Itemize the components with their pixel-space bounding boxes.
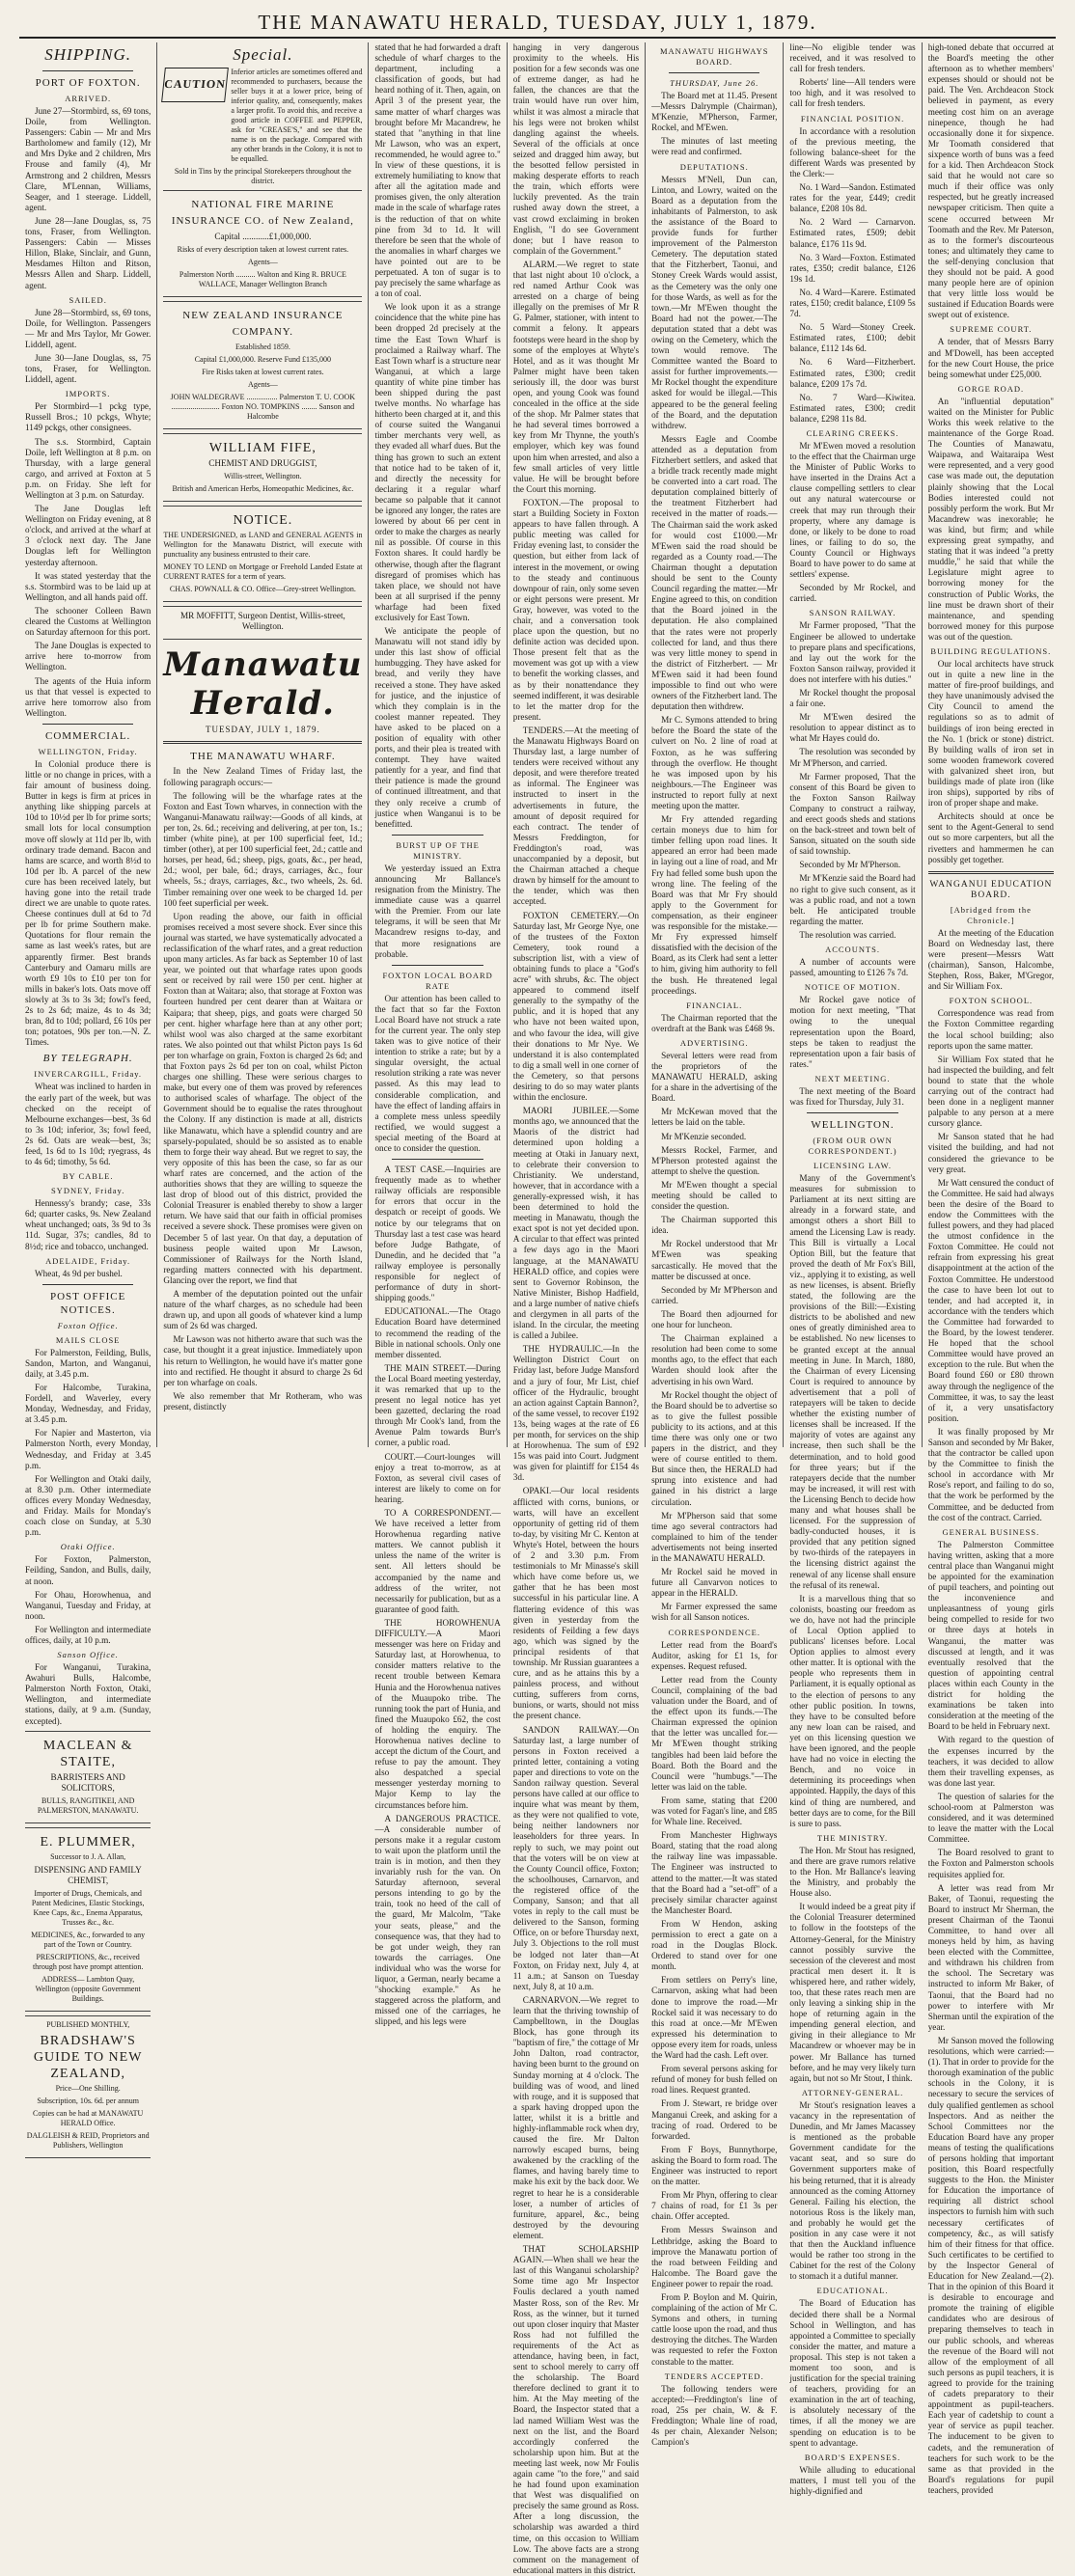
ad-text: British and American Herbs, Homeopathic Medicines, &c. bbox=[172, 484, 354, 494]
report-text: It was finally proposed by Mr Sanson and seconded by Mr Baker, that the contractor be called upon by the Committee to finish the school in accordance with Mr Rose's report, and failing to do so, that the work be performed by the Committee, and be deducted from the cost of the contract. Carried. bbox=[927, 1426, 1055, 1522]
report-text: From F Boys, Bunnythorpe, asking the Board to form road. The Engineer was instructed to report on the matter. bbox=[651, 2144, 778, 2187]
report-text: Mr M'Ewen moved a resolution to the effect that the Chairman urge the Minister of Public Works to have inserted in the Drains Act a clause compelling settlers to clear out any natural watercourse or creek that may run through their property, where any damage is done, or likely to be done to road lines, or failing to do so, the County Council or Highways Board to have power to do same at settlers' expense. bbox=[789, 441, 916, 580]
foxton-school-heading: FOXTON SCHOOL. bbox=[949, 996, 1034, 1006]
ward-row: No. 2 Ward — Carnarvon. Estimated rates, £509; debit balance, £176 11s 9d. bbox=[789, 217, 916, 249]
report-text: Our local architects have struck out in quite a new line in the matter of fire-proof buildings, and they have unanimously advised the City Council to amend the regulations so as to admit of buildings of iron being erected in the No. 1 (brick or stone) district. By building walls of iron set in some wooden framework covered with galvanized sheet iron, but buildings made of plate iron (like iron ships), supported by ribs of iron of proper shape and make. bbox=[927, 658, 1055, 808]
wharf-text-4: A member of the deputation pointed out the unfair nature of the wharf charges, as no schedule had been drawn up, and upon all goods of whatever kind a lump sum of 2s 6d was charged. bbox=[163, 1288, 363, 1331]
report-text: Messrs Eagle and Coombe attended as a deputation from Fitzherbert settlers, and asked that a bridle track recently made might be converted into a cart road. The deputation complained bitterly of the treatment Fitzherbert had received in the matter of roads.—The Chairman said the work asked for would cost £1000.—Mr M'Ewen said the road should be regarded as a County road.—The Chairman thought a deputation should be sent to the County Council regarding the matter.—Mr Engine agreed to this, on condition that the Board joined in the deputation. He also complained that the rates were not properly collected for land, and thus there was very little money to spend in the district of Fitzherbert. — Mr M'Ewen said it had been found impossible to find out who were owners of the Fitzherbert land. The deputation then withdrew. bbox=[651, 433, 778, 712]
po-text-3: For Napier and Masterton, via Palmerston North, every Monday, Wednesday, and Friday at 3.45 p.m. bbox=[25, 1428, 152, 1470]
po-text-7: For Wellington and intermediate offices, daily, at 10 p.m. bbox=[25, 1624, 152, 1645]
ad-text-3: PRESCRIPTIONS, &c., received through post have prompt attention. bbox=[32, 1953, 144, 1971]
report-text: Mr M'Kenzie seconded. bbox=[661, 1131, 747, 1141]
financial-heading: FINANCIAL. bbox=[686, 1000, 743, 1010]
ad-name: NEW ZEALAND INSURANCE COMPANY. bbox=[182, 310, 344, 339]
imports-text: Per Stormbird—1 pckg type, Russell Bros.; 10 pckgs, Whyte; 1149 pckgs, other consignees. bbox=[25, 401, 152, 433]
ad-line: CHEMIST AND DRUGGIST, bbox=[208, 458, 317, 469]
shipping-notes: The s.s. Stormbird, Captain Doile, left Wellington at 8 p.m. on Thursday, with a large general cargo, and arrived at Foxton at 5 p.m. on Friday. She left for Wellington at 3 p.m. on Saturday. bbox=[25, 436, 152, 500]
report-text: Several letters were read from the proprietors of the MANAWATU HERALD, asking for a share in the advertising of the Board. bbox=[651, 1050, 778, 1104]
columns bbox=[19, 42, 1060, 2575]
special-heading: Special. bbox=[233, 45, 293, 64]
arrived-label: ARRIVED. bbox=[65, 94, 112, 103]
paper-title: Manawatu Herald. bbox=[163, 645, 363, 724]
report-text: Architects should at once be sent to the Agent-General to send out so more carpenters, but all the rivetters and hammermen he can possibly get together. bbox=[927, 811, 1055, 864]
sailed-label: SAILED. bbox=[69, 294, 107, 305]
report-text: A number of accounts were passed, amounting to £126 7s 7d. bbox=[789, 957, 916, 978]
wharf-heading: THE MANAWATU WHARF. bbox=[190, 751, 336, 763]
ward-row: No. 7 Ward—Kiwitea. Estimated rates, £300; credit balance, £298 11s 8d. bbox=[789, 392, 916, 424]
report-text: From P. Boylon and M. Quirin, complaining of the action of Mr C. Symons and others, in turning cattle loose upon the road, and thus destroying the ditches. The Warden was requested to refer the Foxton constable to the matter. bbox=[651, 2292, 778, 2367]
advert-national-insurance bbox=[163, 190, 362, 297]
report-text: The Chairman explained a resolution had been come to some months ago, to the effect that each Warden should look after the advertising in his own Ward. bbox=[651, 1333, 778, 1386]
commercial-text: In Colonial produce there is little or no change in prices, with a fair amount of business doing. Butter in kegs is firm at prices in anything like shipping parcels at 10d to 10½d per lb for prime sorts; small lots for local consumption move off slowly at 11d per lb, with ordinary trade demand. Bacon and hams are scarce, and worth 8½d to 10d per lb. A parcel of the new cure has been received lately, but having gone into the retail trade direct we are unable to quote rates. Cheese continues dull at 6d to 7d per lb for prime Southern make. Quotations for flour remain the same as last week's rates, but are apparently firmer. Best brands Canterbury and Oamaru mills are worth £9 10s to £10 per ton for mills in baker's lots. Oats move off slowly at 3s to 3s 3d; fowl's feed, 2s to 2s 6d; maize, 4s to 4s 3d; bran, 8d to 10d; pollard, £6 10s per ton; potatoes, 90s per ton.—N. Z. Times. bbox=[25, 758, 152, 1048]
general-business-heading: GENERAL BUSINESS. bbox=[942, 1526, 1040, 1537]
advert-bradshaw bbox=[25, 2015, 151, 2158]
adelaide-dateline: ADELAIDE, Friday. bbox=[45, 1255, 131, 1266]
gorge-road-heading: GORGE ROAD. bbox=[957, 383, 1025, 394]
licensing-heading: LICENSING LAW. bbox=[813, 1161, 893, 1171]
building-heading: BUILDING REGULATIONS. bbox=[930, 645, 1052, 656]
burst-text: We yesterday issued an Extra announcing Mr Ballance's resignation from the Ministry. The immediate cause was a quarrel with the Premier. From our late telegrams, it will be seen that Mr Macandrew resigns to-day, and that more resignations are probable. bbox=[374, 863, 501, 959]
arrived-text-2: June 28—Jane Douglas, ss, 75 tons, Fraser, from Wellington. Passengers: Cabin — Misses Hillon, Blake, Sinclair, and Gunn, Mesdames Hilton and Ritson, Messrs Allen and Sharp. Liddell, agent. bbox=[25, 215, 152, 290]
report-text: From W Hendon, asking permission to erect a gate on a road in the Douglas Block. Ordered to stand over for one month. bbox=[651, 1918, 778, 1972]
report-text: From Messrs Swainson and Lethbridge, asking the Board to improve the Manawatu portion of the road between Feilding and Halcombe. The Board gave the Engineer power to repair the road. bbox=[651, 2225, 778, 2288]
report-text: Seconded by Mr M'Pherson. bbox=[799, 860, 901, 870]
news-item: FOXTON CEMETERY.—On Saturday last, Mr George Nye, one of the trustees of the Foxton Cemetery, took round a subscription list, with a view of obtaining funds to place a "God's acre" with shrubs, &c. The object appeared to commend itself generally to the sympathy of the public, and it is hoped that any who have not been waited upon, and who favour the idea, will give their donations to Mr Nye. We understand it is also contemplated to dig a small well in one corner of the Cemetery, so that persons desiring to do so may water plants within the enclosure. bbox=[512, 910, 640, 1103]
report-text: The next meeting of the Board was fixed for Thursday, July 31. bbox=[789, 1085, 916, 1107]
ad-risks: Risks of every description taken at lowest current rates. bbox=[177, 245, 349, 255]
news-item: hanging in very dangerous proximity to the wheels. His position for a few seconds was one of extreme danger, as had he fallen, the chances are that the train would have run over him, whilst it was almost a miracle that his legs were not broken whilst dangling against the wheels. Several of the officials at once seized and dragged him away, but the besotted fellow persisted in making desperate efforts to reach the train, which efforts were luckily prevented. As the train rushed away down the street, a vast crowd exclaiming in broken English, "I do see Government done; but I have reason to complain of the Government." bbox=[512, 42, 640, 256]
burst-heading: BURST UP OF THE MINISTRY. bbox=[396, 839, 480, 861]
report-text: line—No eligible tender was received, and it was resolved to call for fresh tenders. bbox=[789, 42, 916, 74]
column-5 bbox=[646, 42, 784, 2448]
report-text: Mr Rockel understood that Mr M'Ewen was speaking sarcastically. He moved that the matter be discussed at once. bbox=[651, 1239, 778, 1281]
highways-dateline: THURSDAY, June 26. bbox=[670, 78, 759, 88]
report-text: Roberts' line—All tenders were too high, and it was resolved to call for fresh tenders. bbox=[789, 77, 916, 109]
highways-heading: MANAWATU HIGHWAYS BOARD. bbox=[659, 46, 769, 67]
report-text: Mr M'Kenzie said the Board had no right to give such consent, as it was a public road, and not a town belt. He anticipated trouble regarding the matter. bbox=[789, 873, 916, 926]
advert-nz-insurance bbox=[163, 301, 362, 429]
clearing-heading: CLEARING CREEKS. bbox=[806, 428, 899, 438]
news-item: THE HOROWHENUA DIFFICULTY.—A Maori messenger was here on Friday and Saturday last, at Horowhenua, to consider matters relative to the recent trouble between Kemara Hunia and the Horowhenua natives of the Muaupoko tribe. The running took the part of Hunia, and fined the Muaupoko £62, the cost of holding the enquiry. The Horowhenua natives decline to accept the dictum of the Court, and refuse to pay the amount. They also despatched a special messenger yesterday morning to Major Kemp to lay the circumstances before him. bbox=[374, 1617, 501, 1810]
report-text: A tender, that of Messrs Barry and M'Dowell, has been accepted for the new Court House, the price being somewhat under £25,000. bbox=[927, 337, 1055, 379]
report-text: Many of the Government's measures for submission to Parliament at its next sitting are already in a forward state, and amongst others a short Bill to amend the Licensing Law is ready. This Bill is virtually a Local Option Bill, but the feature that proved the death of Mr Fox's Bill, viz., applying it to existing, as well as new licenses, is absent. Briefly stated, the following are the provisions of the Bill:—Existing districts to be abolished and new ones of greatly diminished area to be established. No new licenses to be granted except at the annual meeting in June. In March, 1880, the Chairman of every Licensing Court is required to announce by advertisement that a poll of ratepayers will be taken to decide whether the existing number of licenses shall be increased. If the majority of votes are against any increase, then such shall be the determination, and to hold good for three years; but if the ratepayers decide that the number may be increased, it will rest with the Licensing Bench to decide how many and what houses shall be licensed. For the suppression of badly-conducted houses, it is provided that any petition signed by two-thirds of the ratepayers in the licensing district against the renewal of any license shall ensure the refusal of its renewal. bbox=[789, 1173, 916, 1590]
report-text: Mr Farmer proposed, That the consent of this Board be given to the Foxton Sanson Railway Company to construct a railway, and erect goods sheds and stations on the back-street and town belt of Sanson, situated on the south side of said township. bbox=[789, 771, 916, 857]
caution-logo: CAUTION bbox=[161, 68, 229, 102]
ad-name: WILLIAM FIFE, bbox=[208, 441, 317, 456]
ad-name: BRADSHAW'S GUIDE TO NEW ZEALAND, bbox=[33, 2034, 143, 2081]
imports-label: IMPORTS. bbox=[65, 389, 111, 399]
paper-date: TUESDAY, JULY 1, 1879. bbox=[205, 725, 320, 735]
report-text: It would indeed be a great pity if the Colonial Treasurer determined to follow in the footsteps of the Attorney-General, for the Ministry cannot possibly survive the secession of the cleverest and most practical men desert it. It is whispered here, and rather widely, too, that these rates reach men are only leaving a sinking ship in the hope of returning again in the impending general election, and giving in their allegiance to Mr Macandrew or whoever may be in power. Mr Ballance has turned before, and he may very likely turn again, but not so Mr Stout, I think. bbox=[789, 1902, 916, 2083]
arrived-text: June 27—Stormbird, ss, 69 tons, Doile, from Wellington. Passengers: Cabin — Mr and Mrs Bartholomew and family (12), Mr and Mrs Dyke and 2 children, Mrs Frouse and family (4), Mr Armstrong and 2 children, Messrs Clare, M'Lennan, Williams, Seager, and 1 steerage. Liddell, agent. bbox=[25, 106, 152, 212]
ad-name: NATIONAL FIRE MARINE INSURANCE CO. of New Zealand, bbox=[171, 199, 354, 227]
cable-heading: BY CABLE. bbox=[62, 1171, 114, 1182]
ward-row: No. 1 Ward—Sandon. Estimated rates for the year, £449; credit balance, £208 10s 8d. bbox=[789, 182, 916, 214]
news-item: MAORI JUBILEE.—Some months ago, we announced that the Maoris of the district had determined upon holding a meeting at Otaki in January next, to celebrate their conversion to Christianity. We understand, however, that in accordance with a generally-expressed wish, it has been determined to hold the meeting in Manawatu, though the exact spot is not yet decided upon. A circular to that effect was printed a few days ago in the Maori language, at the MANAWATU HERALD office, and copies were sent to Governor Robinson, the Native Minister, Bishop Hadfield, and a large number of native chiefs and clergymen in all parts of the island. In the circular, the meeting is called a Jubilee. bbox=[512, 1106, 640, 1341]
report-text: The Chairman supported this idea. bbox=[651, 1215, 778, 1236]
telegraph-text: Wheat was inclined to harden in the early part of the week, but was checked on the receipt of Melbourne exchanges—best, 3s 6d to 3s 10d; inferior, 3s; fowl feed, 2s 6d. Oats are weak—best, 3s; feed, 1s 6d to 1s 10d; ryegrass, 4s to 4s 6d; timothy, 5s 6d. bbox=[25, 1082, 152, 1167]
attorney-heading: ATTORNEY-GENERAL. bbox=[801, 2087, 904, 2097]
ad-published: PUBLISHED MONTHLY, bbox=[46, 2020, 130, 2029]
divider bbox=[928, 871, 1054, 874]
news-item: A DANGEROUS PRACTICE.—A considerable number of persons make it a regular custom to wait upon the platform until the train is in motion, and then they invariably rush for the van. On Saturday afternoon, several persons intending to go by the train, took no heed of the call of the guard, Mr Malcolm, "Take your seats, please," and the consequence was, that they had to be got under weigh, they ran towards the carriages. One individual who was the worse for liquor, a German, nearly became a "shocking example." As he staggered across the platform, and missed one of the carriages, he slipped, and his legs were bbox=[374, 1813, 501, 2027]
caution-text-2: Sold in Tins by the principal Storekeepers throughout the district. bbox=[174, 167, 351, 185]
sanson-railway-heading: SANSON RAILWAY. bbox=[809, 608, 896, 618]
column-6 bbox=[784, 42, 922, 2496]
report-text: Mr Rockel said he moved in future all Canvarvon notices to appear in the HERALD. bbox=[651, 1567, 778, 1599]
report-text: The Board then adjourned for one hour for luncheon. bbox=[651, 1308, 778, 1330]
sailed-text-2: June 30—Jane Douglas, ss, 75 tons, Fraser, for Wellington. Liddell, agent. bbox=[25, 352, 152, 385]
column-1 bbox=[19, 42, 157, 2150]
wharf-text-3: Upon reading the above, our faith in official promises received a most severe shock. Ever since this journal was started, we have systematically advocated a reclassification of the wharf rates, and a great reduction upon many articles. As far back as September 10 of last year, we pointed out that wharfage rates upon goods sent or received by rail were 150 per cent. higher at Foxton than at Waitara; also, that storage at Foxton was fourteen hundred per cent dearer than at Waitara or Kaipara; that sheep, pigs, and goats were charged 50 per cent. higher wharfage here than at any other port; whilst wool was also charged at the same exorbitant rates. We also pointed out that whilst Picton pays 1s 6d per ton wharfage on grain, Foxton is charged 2s 6d; and that Foxton pays 2s 6d per ton on coal, whilst Picton charges one shilling. These were serious charges to make, but every one of them was proved by references to authorised scales of wharfage. The object of the Government should be to equalise the rates throughout the Colony. If any distinction is made at all, districts like Manawatu, which have a splendid country and are sparsely-populated, should be so assisted as to enable them to forge their way ahead. But we regret to say, the very opposite of this has been the case, so far as our wharf rates are concerned, and the action of the authorities shows that they are willing to squeeze the last drop of blood out of this district, provided the Colonial Treasurer is enabled thereby to show a larger return. We have said that our faith in official promises received a severe shock. These promises were given on December 5 of last year. On that day, a deputation of business people waited upon Mr Lawson, Commissioner of Railways for the North Island, regarding matters connected with his department. Glancing over the report, we find that bbox=[163, 911, 363, 1285]
wharf-continued: stated that he had forwarded a draft schedule of wharf charges to the department, including a classification of goods, but had heard nothing of it. Then, again, on April 3 of the present year, the same matter of wharf charges was brought before Mr Macandrew, he stated that "anything in that line Mr Lawson, who was an expert, recommended, he would agree to." In view of these questions, it is extremely humiliating to know that after all the agitation made and promises given, the only alteration made in the scale of wharfage rates is the reduction of that on white pine from 3d to 1d. It will therefore be seen that the whole of the anomalies in wharf charges we have pointed out are to be perpetuated. A ton of sugar is to pay precisely the same wharfage as a ton of coal. bbox=[374, 42, 501, 299]
report-text: The Board resolved to grant to the Foxton and Palmerston schools requisites applied for. bbox=[927, 1848, 1055, 1879]
column-2 bbox=[157, 42, 369, 1447]
report-text: Correspondence was read from the Foxton Committee regarding the local school building; also reports upon the same matter. bbox=[927, 1008, 1055, 1051]
po-text-2: For Halcombe, Turakina, Fordell, and Waverley, every Monday, Wednesday, and Friday, at 3.45 p.m. bbox=[25, 1383, 152, 1425]
report-text: In accordance with a resolution of the previous meeting, the following balance-sheet for the different Wards was presented by the Clerk:— bbox=[789, 125, 916, 178]
divider bbox=[42, 70, 133, 71]
wellington-heading: WELLINGTON. bbox=[811, 1119, 895, 1132]
ad-name: NOTICE. bbox=[233, 513, 293, 529]
ad-line: BARRISTERS AND SOLICITORS, bbox=[50, 1771, 125, 1793]
ward-row: No. 5 Ward—Stoney Creek. Estimated rates, £100; debit balance, £112 14s 6d. bbox=[789, 322, 916, 354]
divider bbox=[163, 741, 362, 744]
foxton-office: Foxton Office. bbox=[57, 1320, 119, 1330]
report-text: An "influential deputation" waited on the Minister for Public Works this week relative to the maintenance of the Gorge Road. The Counties of Manawatu, Waipawa, and Waitaraipa West were represented, and a very good case was made out, the deputation plainly showing that the Local Bodies interested could not possibly perform the work. But Mr Macandrew was inexorable; he was kind, but firm; and while expressing great sympathy, and stating that it was indeed "a pretty muddle," he said that while the Legislature might agree to borrowing money for the construction of Public Works, the line must be drawn short of their maintenance, and spending borrowed money for this purpose was out of the question. bbox=[927, 396, 1055, 642]
report-text: The minutes of last meeting were read and confirmed. bbox=[651, 136, 778, 157]
news-item: COURT.—Court-lounges will enjoy a treat to-morrow, as at Foxton, as several civil cases of interest are likely to come on for hearing. bbox=[374, 1451, 501, 1504]
po-text-6: For Ohau, Horowhenua, and Wanganui, Tuesday and Friday, at noon. bbox=[25, 1589, 152, 1621]
report-text: Mr Sanson moved the following resolutions, which were carried:—(1). That in order to provide for the thorough examination of the public schools in the Colony, it is necessary to secure the services of duly qualified gentlemen as school Inspectors. And as neither the School Committees nor the Education Board have any proper means of testing the qualifications of persons holding that important position, this Board respectfully suggests to the Hon. the Minister for Education the importance of requiring all district school inspectors to furnish him with such necessary certificates of competency, &c., as will satisfy him of their fitness for that office. Such certificates to be certified to by the Inspector General of Education for New Zealand.—(2). That in the opinion of this Board it is desirable to encourage and promote the training of eligible candidates who are desirous of preparing themselves to teach in our public schools, and whereas the revenue of the Board will not allow of the employment of all such persons as pupil teachers, it is agreed to provide for the training of cadets preparatory to their appointment as pupil-teachers. Each year of cadetship to count a year of service as pupil teacher. The inducement to be given to cadets, and the remuneration of teachers for such work to be the same as that provided in the Board's regulations for pupil teachers, provided bbox=[927, 2035, 1055, 2495]
report-text: The Chairman reported that the overdraft at the Bank was £468 9s. bbox=[651, 1012, 778, 1033]
cable-dateline: SYDNEY, Friday. bbox=[50, 1186, 125, 1196]
shipping-notes-4: The schooner Colleen Bawn cleared the Customs at Wellington on Saturday afternoon for this port. bbox=[25, 605, 152, 638]
report-text: From J. Stewart, re bridge over Manganui Creek, and asking for a tracing of road. Ordered to be forwarded. bbox=[651, 2098, 778, 2141]
report-text: The resolution was carried. bbox=[799, 929, 896, 940]
ad-copies: Copies can be had at MANAWATU HERALD Office. bbox=[33, 2109, 144, 2127]
shipping-notes-2: The Jane Douglas left Wellington on Friday evening, at 8 o'clock, and arrived at the wharf at 3 o'clock next day. The Jane Douglas left for Wellington yesterday afternoon. bbox=[25, 504, 152, 567]
ad-price: Price—One Shilling. bbox=[55, 2084, 121, 2093]
advert-maclean-staite bbox=[25, 1731, 151, 1823]
report-text: Mr Watt censured the conduct of the Committee. He said had always been the desire of the Board to endow the Committees with the fullest powers, and they had placed the utmost confidence in the Foxton Committee. He could not refrain from expressing his great disappointment at the action of the Foxton Committee. He understood the case to have been lot out to tender, and had accepted it, in accordance with the tenders which the Committee had forwarded to the Board, by the lowest tenderer. He hoped that the school Committee would have proved an exception to the rule. But when the Board found £60 or £80 thrown away through the negligence of the Committee, it was, to say the least of it, a very unsatisfactory position. bbox=[927, 1177, 1055, 1423]
report-text: The Board of Education has decided there shall be a Normal School in Wellington, and has appointed a Committee to specially consider the matter, and mature a proposal. This step is not taken a moment too soon, and is justification for the special training of teachers, providing for an examination in the art of teaching, is absolutely necessary of the times, if all the money we are spending on education is to be spent to advantage. bbox=[789, 2298, 916, 2448]
telegraph-dateline: INVERCARGILL, Friday. bbox=[34, 1069, 143, 1080]
report-text: From Manchester Highways Board, stating that the road along the railway line was impassable. The Engineer was instructed to attend to the matter.—It was stated that the Board had a "set-off" of a precisely similar character against the Manchester Board. bbox=[651, 1830, 778, 1915]
report-text: Mr Fry attended regarding certain moneys due to him for timber felling upon road lines. It appeared an error had been made in laying out a line of road, and Mr Fry had felled some bush upon the wrong line. The feeling of the Board was that Mr Fry should apply to the Government for compensation, as their engineer was responsible for the mistake.—Mr Fry expressed himself dissatisfied with the decision of the Board, as its Clerk had sent a letter to him, giving him authority to fell the bush. He threatened legal proceedings. bbox=[651, 814, 778, 996]
report-text: Mr Rockel thought the object of the Board should be to advertise so as to give the fullest possible publicity to its actions, and at this time there was only one or two papers in the district, and they were of course entitled to them. But since then, the HERALD had sprung into existence and had gained in his district a large circulation. bbox=[651, 1389, 778, 1507]
report-text: From same, stating that £200 was voted for Fagan's line, and £85 for Whale line. Received. bbox=[651, 1795, 778, 1827]
news-item: THAT SCHOLARSHIP AGAIN.—When shall we hear the last of this Wanganui scholarship? Some time ago Mr Inspector Foulis declared a youth named Master Ross, son of the Rev. Mr Ross, as the winner, but it turned out upon closer inquiry that Master Ross had not fulfilled the requirements of the Act as attendance, having been, in fact, sent to school merely to carry off the scholarship. The Board therefore declined to grant it to him. At the May meeting of the Board, the Inspector stated that a lad named William West was the next on the list, and the Board accordingly conferred the scholarship upon him. But at the meeting last week, now Mr Foulis again came "to the fore," and said he had found upon examination that West was disqualified on precisely the same ground as Ross. After a long discussion, the scholarship was awarded a third time, on this occasion to William Low. The above facts are a strong comment on the management of educational matters in this district. bbox=[512, 2244, 640, 2575]
ad-address: Willis-street, Wellington. bbox=[224, 472, 302, 481]
report-text: high-toned debate that occurred at the Board's meeting the other afternoon as to whether members' expenses should or should not be paid. The Ven. Archdeacon Stock believed in payment, as every meeting cost him on an average ninepence, though he had occasionally done it for sixpence. Mr Toomath considered that sixpence worth of buns was a feed for a kid. Then Archdeacon Stock said that he would not care so much if their office was only respected, but he greatly increased newspaper criticism. Then quite a scene occurred between Mr Toomath and the Rev. Mr Paterson, as to the former's discourteous tones; and ultimately they came to the self-denying conclusion that they should not be paid. A good many people here are of opinion that very little loss would be sustained if Education Boards were swept out of existence. bbox=[927, 42, 1055, 320]
column-4 bbox=[508, 42, 646, 2575]
ad-agents-label: Agents— bbox=[248, 258, 278, 267]
po-text-5: For Foxton, Palmerston, Feilding, Sandon, and Bulls, daily, at noon. bbox=[25, 1554, 152, 1586]
ad-text-2: MEDICINES, &c., forwarded to any part of the Town or Country. bbox=[31, 1931, 146, 1949]
po-text-8: For Wanganui, Turakina, Awahuri Bulls, Halcombe, Palmerston North Foxton, Otaki, Wellington, and intermediate stations, daily, at 9 a.m. (Sunday, excepted). bbox=[25, 1662, 152, 1726]
wharf-continued-3: We anticipate the people of Manawatu will not stand idly by under this last show of official humbugging. They have asked for bread, and verily they have received a stone. They have asked for justice, and the injustice of which they complain is in the coolest manner repeated. They have asked to be placed on a position of equality with other ports, and their plea is treated with contempt. They have waited patiently for a year, and find that their patience is made the ground of continued illtreatment, and that they only receive a crumb of justice when Wanganui is to be benefitted. bbox=[374, 626, 501, 829]
report-text: While alluding to educational matters, I must tell you of the highly-dignified and bbox=[789, 2464, 916, 2496]
masthead: THE MANAWATU HERALD, TUESDAY, JULY 1, 1879. bbox=[19, 8, 1056, 39]
caution-text: Inferior articles are sometimes offered and recommended to purchasers, because the seller buys it at a lower price, being of inferior quality, and, consequently, makes a larger profit. To avoid this, and receive a good article in COFFEE and PEPPER, ask for "CREASE'S," and see that the name is on the package. Compared with any other brands in the Colony, it is not to be equalled. bbox=[231, 68, 363, 163]
shipping-notes-3: It was stated yesterday that the s.s. Stormbird was to be laid up at Wellington, and all hands paid off. bbox=[25, 570, 152, 602]
divider bbox=[392, 965, 482, 966]
adelaide-text: Wheat, 4s 9d per bushel. bbox=[35, 1268, 123, 1278]
report-text: Sir William Fox stated that he had inspected the building, and felt bound to state that the whole carrying out of the contract had been done in a negligent manner palpable to any person at a mere cursory glance. bbox=[927, 1054, 1055, 1129]
column-7 bbox=[923, 42, 1060, 2495]
abridged-note: [Abridged from the Chronicle.] bbox=[950, 904, 1032, 925]
report-text: At the meeting of the Education Board on Wednesday last, there were present—Messrs Watt (chairman), Sanson, Halcombe, Stephen, Ross, Baker, M'Gregor, and Sir William Fox. bbox=[927, 927, 1055, 992]
news-item: TO A CORRESPONDENT.—We have received a letter from Horowhenua regarding native matters. We cannot publish it unless the name of the writer is sent. All letters should be accompanied by the name and address of the writer, not necessarily for publication, but as a guarantee of good faith. bbox=[374, 1508, 501, 1614]
rate-heading: FOXTON LOCAL BOARD RATE bbox=[382, 970, 493, 991]
news-item: A TEST CASE.—Inquiries are frequently made as to whether railway officials are responsible for errors that occur in the despatch or receipt of goods. We notice by our telegrams that on Thursday last a test case was heard before Judge Bathgate, of Dunedin, and he decided that "a railway employee is personally responsible for neglect of performance of duty in short-shipping goods." bbox=[374, 1165, 501, 1303]
correspondence-heading: CORRESPONDENCE. bbox=[668, 1627, 760, 1637]
report-text: With regard to the question of the expenses incurred by the teachers, it was decided to allow them their travelling expenses, as was done last year. bbox=[927, 1735, 1055, 1788]
report-text: Mr M'Ewen desired the resolution to appear distinct as to what Mr Hayes could do. bbox=[789, 712, 916, 744]
telegraph-heading: BY TELEGRAPH. bbox=[42, 1053, 133, 1065]
po-text-4: For Wellington and Otaki daily, at 8.30 p.m. Other intermediate offices every Monday Wednesday, and Friday. Mails for Monday's coach close on Sunday, at 5.30 p.m. bbox=[25, 1473, 152, 1538]
advert-fife bbox=[163, 433, 362, 502]
ad-agents: JOHN WALDEGRAVE ................ Palmerston T. U. COOK ......................... Foxton NO. TOMPKINS ........ Sanson and Halcombe bbox=[170, 393, 356, 422]
ministry-heading: THE MINISTRY. bbox=[816, 1832, 889, 1843]
report-text: Messrs M'Nell, Dun can, Linton, and Lowry, waited on the Board as a deputation from the inhabitants of Palmerston, to ask the assistance of the Board to provide funds for further improvement of the Palmerston Cemetery. The deputation stated that the Fitzherbert, Taonui, and Stoney Creek Wards would assist, as the Cemetery was the only one for those Wards, as well as for the town.—Mr M'Ewen thought the Board had not the power.—The deputation stated that a debt was owing on the Cemetery, which the town would remove. The Committee wanted the Board to assist for further improvements.—Mr Rockel thought the expenditure asked for would be illegal.—This appeared to be the general feeling of the Board, and the deputation withdrew. bbox=[651, 174, 778, 430]
report-text: The Palmerston Committee having written, asking that a more central place than Wanganui might be appointed for the examination of pupil teachers, and pointing out the inconvenience and unpleasantness of young girls being compelled to reside for two or three days at hotels in Wanganui, the matter was discussed at length, and it was eventually resolved that the question of appointing central places within each County in the district for holding the examinations be taken into consideration at the meeting of the Board to be held in February next. bbox=[927, 1539, 1055, 1732]
expenses-heading: BOARD'S EXPENSES. bbox=[804, 2452, 901, 2462]
ad-agents: Palmerston North .......... Walton and King R. BRUCE WALLACE, Manager Wellington Branch bbox=[179, 270, 346, 289]
report-text: Mr McKewan moved that the letters be laid on the table. bbox=[651, 1107, 778, 1128]
news-item: CARNARVON.—We regret to learn that the thriving township of Campbelltown, in the Douglas Block, has gone through its "baptism of fire," the cottage of Mr John Dalton, road contractor, having been burnt to the ground on Sunday morning at 4 o'clock. The building was of wood, and lined with rouge, and it is supposed that a spark having dropped upon the latter, whilst it is a brittle and highly-inflammable rock when dry, caused the fire. Mr Dalton narrowly escaped burns, being awakened by the crackling of the flames, and having barely time to make his exit by the back door. We regret to hear he is a considerable loser, a number of articles of furniture, apparel, &c., being destroyed by the devouring element. bbox=[512, 1994, 640, 2240]
ad-text: Importer of Drugs, Chemicals, and Patent Medicines, Elastic Stockings, Knee Caps, &c., Enema Apparatus, Trusses &c., &c. bbox=[31, 1889, 145, 1927]
report-text: From several persons asking for refund of money for bush felled on road lines. Request granted. bbox=[651, 2064, 778, 2096]
ad-text-2: MONEY TO LEND on Mortgage or Freehold Landed Estate at CURRENT RATES for a term of years. bbox=[163, 562, 363, 582]
report-text: Mr M'Pherson said that some time ago several contractors had complained to him of the tender advertisements not being inserted in the MANAWATU HERALD. bbox=[651, 1510, 778, 1563]
news-item: THE HYDRAULIC.—In the Wellington District Court on Friday last, before Judge Mansford and a jury of four, Mr List, chief officer of the Hydraulic, brought an action against Captain Bannon?, of the same vessel, to recover £192 13s, being wages at the rate of £6 per month, for services on the ship at Horowhenua. The sum of £92 15s was paid into Court. Judgment was given for plaintiff for £154 4s 3d. bbox=[512, 1344, 640, 1483]
deputations-heading: DEPUTATIONS. bbox=[679, 161, 749, 172]
ad-successor: Successor to J. A. Allan, bbox=[50, 1851, 126, 1861]
ad-name: MACLEAN & STAITE, bbox=[42, 1738, 133, 1769]
news-item: OPAKI.—Our local residents afflicted with corns, bunions, or warts, will have an excellent opportunity of getting rid of them to-day, by visiting Mr C. Kenton at Whyte's Hotel, between the hours of 2 and 3.30 p.m. From testimonials to Mr Minasse's skill which have come before us, we gather that he has been most successful in his particular line. A flattering evidence of this was given in yesterday from the residents of Feilding a few days ago, which was signed by the principal residents of that township. Mr Russian guarantees a cure, and as he attains this by a painless process, and without cutting, sufferers from corns, bunions, or warts, should not miss the present chance. bbox=[512, 1486, 640, 1721]
po-text-1: For Palmerston, Feilding, Bulls, Sandon, Marton, and Wanganui, daily, at 3.45 p.m. bbox=[25, 1347, 152, 1379]
caution-advert bbox=[163, 68, 362, 167]
ad-line: DISPENSING AND FAMILY CHEMIST, bbox=[34, 1864, 142, 1885]
report-text: Mr Sanson stated that he had visited the building, and had not considered the grievance to be very great. bbox=[927, 1132, 1055, 1174]
ad-subscription: Subscription, 10s. 6d. per annum bbox=[37, 2096, 139, 2105]
report-text: It is a marvellous thing that so colonists, boasting our freedom as we do, have not had the principle of Local Option applied to publicans' licenses before. Local Option applies to almost every other matter. It is optional with the people who represents them in Parliament, it is equally optional as to the election of persons to any other public position. In towns, they have to be consulted before any new loan can be raised, and yet on this licensing question we have been ignored, and the people have had no voice in electing the Bench, and no voice in determining its proceedings when appointed. Happily, the days of this kind of thing are numbered, and better days are to come, for the Bill is sure to pass. bbox=[789, 1593, 916, 1828]
column-3 bbox=[369, 42, 507, 2027]
report-text: Letter read from the Board's Auditor, asking for £1 1s, for expenses. Request refused. bbox=[651, 1639, 778, 1671]
ad-agents-label: Agents— bbox=[248, 380, 278, 390]
wharf-continued-2: We look upon it as a strange coincidence that the white pine has been dropped 2d precisely at the time the East Town Wharf is proclaimed a Railway wharf. The East Town wharf is a structure near Wanganui, at which a large quantity of white pine timber has been shipped during the past twelve months. No wharfage has hitherto been charged at it, and this of course suited the Wanganui timber merchants very well, as they evaded all wharf dues. But the thing has grown to such an extent that notice had to be taken of it, and directly the necessity for declaring it a regular wharf became so palpable that it cannot be ignored any longer, the rates are lowered by about 66 per cent in order to make the charges as nearly nil as possible. Of course in this Foxton shares. It could hardly be otherwise, though after the flagrant disregard of promises which has taken place, we should not have been at all surprised if the penny wharfage had been fixed exclusively for East Town. bbox=[374, 302, 501, 622]
ad-text: MR MOFFITT, Surgeon Dentist, Willis-street, Wellington. bbox=[179, 611, 345, 632]
report-text: Mr Rockel gave notice of motion for next meeting, "That owing to the unequal representation upon the Board, steps be taken to readjust the representation upon a fair basis of rates." bbox=[789, 995, 916, 1069]
ad-name: E. PLUMMER, bbox=[40, 1834, 136, 1850]
news-item: EDUCATIONAL.—The Otago Education Board have determined to recommend the reading of the Bible in national schools. Only one member dissented. bbox=[374, 1306, 501, 1359]
report-text: Mr Farmer expressed the same wish for all Sanson notices. bbox=[651, 1602, 778, 1623]
report-text: The Board met at 11.45. Present—Messrs Dalrymple (Chairman), M'Kenzie, M'Pherson, Farmer, Rockel, and M'Ewen. bbox=[651, 91, 778, 133]
cable-text: Hennessy's brandy; case, 33s 6d; quarter casks, 9s. New Zealand wheat unchanged; oats, 3s 9d to 3s 11d. Sugar, 37s; candles, 8d to 8½d; rice and tobacco, unchanged. bbox=[25, 1198, 152, 1251]
news-item: FOXTON.—The proposal to start a Building Society in Foxton appears to have fallen through. A public meeting was called for Friday evening last, to consider the question, but either from lack of interest in the movement, or owing to the steady and continuous downpour of rain, only some seven or eight persons were present. Mr Gray, however, was voted to the chair, and a conversation took place upon the question, but no definite action was decided upon. Those present felt that as the movement was got up with a view to benefit the working classes, and as by their nonattendance they seemed indifferent, it was desirable to let the matter drop for the present. bbox=[512, 497, 640, 722]
notice-motion-heading: NOTICE OF MOTION. bbox=[804, 982, 901, 993]
report-text: The following tenders were accepted:—Freddington's line of road, 25s per chain, W. & F. Freddington; Whale line of road, 4s per chain, Alexander Nelson; Campion's bbox=[651, 2383, 778, 2448]
wharf-text: In the New Zealand Times of Friday last, the following paragraph occurs:— bbox=[163, 766, 363, 787]
report-text: Mr Stout's resignation leaves a vacancy in the representation of Dunedin, and Mr James Macassey is mentioned as the probable Government candidate for the vacant seat, and so sure do Government supporters make of his being returned, that it is already announced as the coming Attorney General. Failing his election, the notorious Ross is the likely man, and probably he would get the position in any case were it not that then the Auckland influence would be rather too strong in the Cabinet for the rest of the Colony to stomach it a dutiful manner. bbox=[789, 2099, 916, 2282]
report-text: Seconded by Mr M'Pherson and carried. bbox=[651, 1284, 778, 1305]
supreme-court-heading: SUPREME COURT. bbox=[950, 324, 1033, 335]
report-text: Mr Rockel thought the proposal a fair one. bbox=[789, 687, 916, 709]
divider bbox=[669, 72, 759, 73]
ad-text: THE UNDERSIGNED, as LAND and GENERAL AGENTS in Wellington for the Manawatu District, will execute with punctuality any business entrusted to their care. bbox=[163, 531, 363, 560]
sailed-text: June 28—Stormbird, ss, 69 tons, Doile, for Wellington. Passengers — Mr and Mrs Taylor, Mr Gower. Liddell, agent. bbox=[25, 307, 152, 349]
commercial-heading: COMMERCIAL. bbox=[45, 729, 131, 742]
own-correspondent: (FROM OUR OWN CORRESPONDENT.) bbox=[808, 1136, 897, 1157]
news-item: SANDON RAILWAY.—On Saturday last, a large number of persons in Foxton received a printed letter, containing a voting paper and directions to vote on the Sandon railway question. Several persons have called at our office to inquire what was meant by them, as they were not qualified to vote, being neither landowners nor leaseholders for three years. In reply to such, we may point out that the voters will be on view at the County Council office, Foxton; the schoolhouses, Carnarvon, and the registered office of the Company, Sanson; and that all votes in reply to the call must be delivered to the Sanson, forming Office, on or before Thursday next, July 3. Objections to the roll must be lodged not later than—At Foxton, on Friday next, July 4, at 11 a.m.; at Sanson on Tuesday next, July 8, at 10 a.m. bbox=[512, 1724, 640, 1991]
report-text: Mr Farmer proposed, "That the Engineer be allowed to undertake to prepare plans and specifications, and lay out the work for the Foxton Sanson railway, provided it does not interfere with his duties." bbox=[789, 620, 916, 684]
wanganui-heading: WANGANUI EDUCATION BOARD. bbox=[929, 879, 1053, 900]
commercial-dateline: WELLINGTON, Friday. bbox=[38, 746, 138, 756]
divider bbox=[392, 1159, 482, 1160]
otaki-office: Otaki Office. bbox=[60, 1542, 116, 1552]
sanson-office: Sanson Office. bbox=[57, 1650, 119, 1660]
news-item: ALARM.—We regret to state that last night about 10 o'clock, a red named Arthur Cook was arrested on a charge of being illegally on the premises of Mr R G. Palmer, stationer, with intent to commit a felony. It appears footsteps were heard in the shop by some of the employes at Whyte's Hotel, and as it was thought Mr Palmer might have been taken seriously ill, the door was burst open, and young Cook was found concealed in the office at the side of the shop. Mr Palmer states that he had several times borrowed a key from Mr Thynne, the youth's employer, which key was found upon him when arrested, and also a few small articles of very little value. He will be brought before the Court this morning. bbox=[512, 259, 640, 494]
educational-heading: EDUCATIONAL. bbox=[816, 2286, 889, 2296]
report-text: Mr M'Ewen thought a special meeting should be called to consider the question. bbox=[651, 1179, 778, 1212]
report-text: Messrs Rockel, Farmer, and M'Pherson protested against the attempt to shelve the question. bbox=[651, 1144, 778, 1176]
advert-plummer bbox=[25, 1827, 151, 2012]
divider bbox=[42, 1284, 133, 1285]
ad-capital: Capital £1,000,000. Reserve Fund £135,000 bbox=[194, 355, 332, 365]
ad-established: Established 1859. bbox=[234, 343, 290, 352]
ad-publisher: DALGLEISH & REID, Proprietors and Publishers, Wellington bbox=[26, 2131, 150, 2150]
advert-moffitt bbox=[163, 606, 362, 640]
news-item: THE MAIN STREET.—During the Local Board meeting yesterday, it was remarked that up to the present no legal notice has yet been gazetted, declaring the road through Mr Cook's land, from the Avenue Palm towards Burr's corner, a public road. bbox=[374, 1362, 501, 1448]
report-text: Letter read from the County Council, complaining of the bad valuation under the Board, and of the effect upon its funds.—The Chairman expressed the opinion that the letter was uncalled for.—Mr M'Ewen thought striking tangibles had been laid before the Board. Both the Board and the Council were "humbugs."—The letter was laid on the table. bbox=[651, 1674, 778, 1792]
port-heading: PORT OF FOXTON. bbox=[35, 77, 141, 89]
ward-row: No. 6 Ward—Fitzherbert. Estimated rates, £300; credit balance, £209 17s 7d. bbox=[789, 357, 916, 389]
mails-close: MAILS CLOSE bbox=[55, 1334, 121, 1345]
ad-address: ADDRESS— Lambton Quay, Wellington (opposite Government Buildings. bbox=[35, 1975, 141, 2003]
post-office-heading: POST OFFICE NOTICES. bbox=[49, 1290, 126, 1316]
ad-capital: Capital ............£1,000,000. bbox=[214, 232, 312, 241]
report-text: From settlers on Perry's line, Carnarvon, asking what had been done to improve the road.—Mr Rockel said it was necessary to do this road at once.—Mr M'Ewen expressed his determination to oppose every item for roads, unless the Ward had the cash. Left over. bbox=[651, 1975, 778, 2061]
ad-fire: Fire Risks taken at lowest current rates. bbox=[202, 368, 324, 377]
shipping-notes-6: The agents of the Huia inform us that that vessel is expected to arrive here tomorrow also from Wellington. bbox=[25, 675, 152, 718]
report-text: Mr C. Symons attended to bring before the Board the state of the culvert on No. 2 line of road at Foxton, as he was suffering through the overflow. He thought he was imposed upon by his neighbours.—The Engineer was instructed to report fully at next meeting upon the matter. bbox=[651, 715, 778, 810]
report-text: From Mr Phyn, offering to clear 7 chains of road, for £1 3s per chain. Offer accepted. bbox=[651, 2190, 778, 2222]
ward-row: No. 3 Ward—Foxton. Estimated rates, £350; credit balance, £126 19s 1d. bbox=[789, 252, 916, 284]
wharf-text-5: Mr Lawson was not hitherto aware that such was the case, but thought it a great injustice. Immediately upon his return to Wellington, he would have it's matter gone into and rectified. He thought it absurd to charge 2s 6d per ton wharfage on coals. bbox=[163, 1334, 363, 1387]
report-text: The question of salaries for the school-room at Palmerston was considered, and it was determined to leave the matter with the Local Committee. bbox=[927, 1791, 1055, 1845]
accounts-heading: ACCOUNTS. bbox=[825, 945, 881, 955]
report-text: The Hon. Mr Stout has resigned, and there are grave rumors relative to the Hon. Mr Ballance's leaving the Ministry, and probably the House also. bbox=[789, 1845, 916, 1899]
rate-text: Our attention has been called to the fact that so far the Foxton Local Board have not struck a rate for the current year. The only step taken was to give notice of their intention to strike a rate; but by a singular oversight, the actual resolution striking a rate was never passed. As this may lead to considerable complication, and have the effect of landing affairs in a complete mess unless speedily rectified, we would suggest a special meeting of the Board at once to consider the question. bbox=[374, 993, 501, 1153]
divider bbox=[807, 1112, 897, 1113]
advertising-heading: ADVERTISING. bbox=[679, 1037, 749, 1048]
tenders-heading: TENDERS ACCEPTED. bbox=[664, 2370, 764, 2381]
report-text: Seconded by Mr Rockel, and carried. bbox=[789, 583, 916, 604]
financial-position-heading: FINANCIAL POSITION. bbox=[800, 113, 905, 123]
wharf-text-2: The following will be the wharfage rates at the Foxton and East Town wharves, in connection with the Wanganui-Manawatu railway:—Goods of all kinds, at per ton, 2s. 6d.; receiving and delivering, at per ton, 1s.; timber (white pine), at per 100 superficial feet, 1d.; timber (other), at per 100 superficial feet, 2d.; cattle and horses, per head, 6d.; sheep, pigs, goats, &c., per head, 2d.; wool, per bale, 6d.; drays, carriages, &c., four wheels, 5s.; drays, carriages, &c., two wheels, 2s. 6d. Timber remaining over one week to be charged 1d. per 100 feet superficial per week. bbox=[163, 790, 363, 908]
report-text: The resolution was seconded by Mr M'Pherson, and carried. bbox=[789, 747, 916, 768]
ward-row: No. 4 Ward—Karere. Estimated rates, £150; credit balance, £109 5s 7d. bbox=[789, 287, 916, 319]
divider bbox=[42, 724, 133, 725]
advert-notice bbox=[163, 506, 362, 602]
news-item: TENDERS.—At the meeting of the Manawatu Highways Board on Thursday last, a large number of tenders were received without any deposit, and were therefore treated as informal. The Engineer was instructed to insert in the advertisements in future, the amount of deposit required for each contract. The tender of Messrs Freddington, for Freddington's road, was unaccompanied by a deposit, but the Chairman attached a cheque drawn by himself for the amount to the tender, which was then accepted. bbox=[512, 725, 640, 907]
report-text: A letter was read from Mr Baker, of Taonui, requesting the Board to instruct Mr Sherman, the present Chairman of the Taonui Committee, to hand over all moneys held by him, as having been elected with the Committee, and withdrawn his children from the school. The Secretary was instructed to inform Mr Baker, of Taonui, that the Board had no power to interfere with Mr Sherman until the expiration of the year. bbox=[927, 1882, 1055, 2032]
divider bbox=[392, 835, 482, 836]
ad-signature: CHAS. POWNALL & CO. Office—Grey-street Wellington. bbox=[169, 585, 356, 594]
shipping-notes-5: The Jane Douglas is expected to arrive here to-morrow from Wellington. bbox=[25, 641, 152, 672]
ad-place: BULLS, RANGITIKEI, AND PALMERSTON, MANAWATU. bbox=[37, 1795, 139, 1815]
next-meeting-heading: NEXT MEETING. bbox=[814, 1073, 891, 1083]
wharf-text-6: We also remember that Mr Rotheram, who was present, distinctly bbox=[163, 1390, 363, 1411]
shipping-heading: SHIPPING. bbox=[44, 45, 132, 64]
